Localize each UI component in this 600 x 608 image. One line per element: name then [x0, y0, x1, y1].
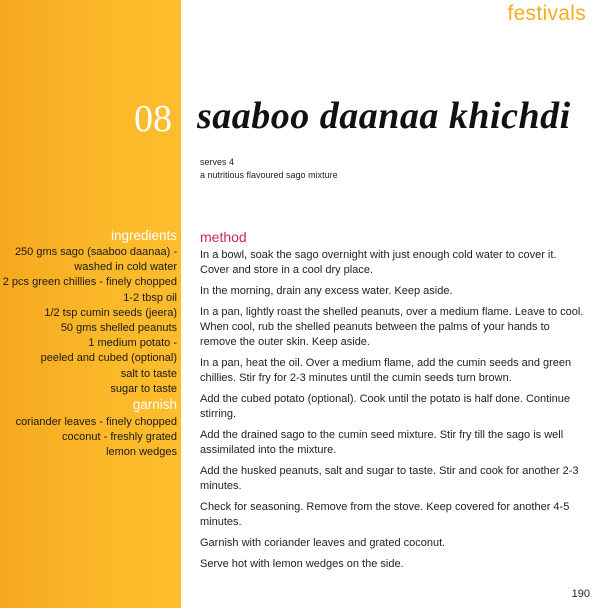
serves-text: serves 4	[200, 157, 235, 167]
ingredient-item: sugar to taste	[110, 382, 177, 395]
ingredient-item: 50 gms shelled peanuts	[60, 322, 177, 335]
method-column	[200, 229, 584, 578]
ingredients-column	[0, 228, 177, 461]
ingredient-item: 1-2 tbsp oil	[123, 291, 177, 304]
ingredient-item: 250 gms sago (saaboo daanaa) -	[14, 246, 177, 258]
method-step: Check for seasoning. Remove from the stove. Keep covered for another 4-5 minutes.	[200, 501, 570, 528]
recipe-title: saaboo daanaa khichdi	[197, 95, 571, 137]
method-step: In a pan, heat the oil. Over a medium flame, add the cumin seeds and green chillies. Stir fry for 2-3 minutes until the cumin seeds turn brown.	[200, 357, 572, 384]
method-step: Add the husked peanuts, salt and sugar to taste. Stir and cook for another 2-3 minutes.	[200, 465, 579, 492]
method-step: In a bowl, soak the sago overnight with just enough cold water to cover it. Cover and store in a cool dry place.	[200, 249, 557, 276]
garnish-item: coconut - freshly grated	[62, 431, 177, 444]
ingredient-item: washed in cold water	[74, 261, 177, 274]
recipe-description: a nutritious flavoured sago mixture	[200, 170, 338, 180]
ingredients-heading: ingredients	[110, 228, 177, 243]
ingredient-item: 1/2 tsp cumin seeds (jeera)	[44, 306, 177, 319]
ingredient-item: 2 pcs green chillies - finely chopped	[2, 276, 177, 289]
ingredient-item: 1 medium potato -	[88, 337, 177, 350]
garnish-item: coriander leaves - finely chopped	[15, 416, 177, 429]
ingredient-item: salt to taste	[120, 367, 177, 380]
method-step: In a pan, lightly roast the shelled peanuts, over a medium flame. Leave to cool. When cool, rub the shelled peanuts between the palms of your hands to remove the outer skin. Keep aside.	[200, 306, 584, 348]
method-step: Add the cubed potato (optional). Cook until the potato is half done. Continue stirring.	[200, 393, 570, 420]
garnish-heading: garnish	[132, 397, 177, 413]
method-step: Serve hot with lemon wedges on the side.	[200, 558, 404, 570]
section-title: festivals	[507, 2, 586, 25]
garnish-item: lemon wedges	[106, 446, 177, 459]
method-step: In the morning, drain any excess water. Keep aside.	[200, 285, 453, 297]
recipe-number: 08	[134, 98, 172, 140]
method-heading: method	[200, 229, 247, 245]
method-step: Add the drained sago to the cumin seed mixture. Stir fry till the sago is well assimilated into the mixture.	[200, 429, 564, 456]
ingredient-item: peeled and cubed (optional)	[40, 352, 177, 365]
method-step: Garnish with coriander leaves and grated coconut.	[200, 537, 446, 549]
recipe-meta	[200, 156, 338, 182]
page-number: 190	[571, 588, 590, 600]
